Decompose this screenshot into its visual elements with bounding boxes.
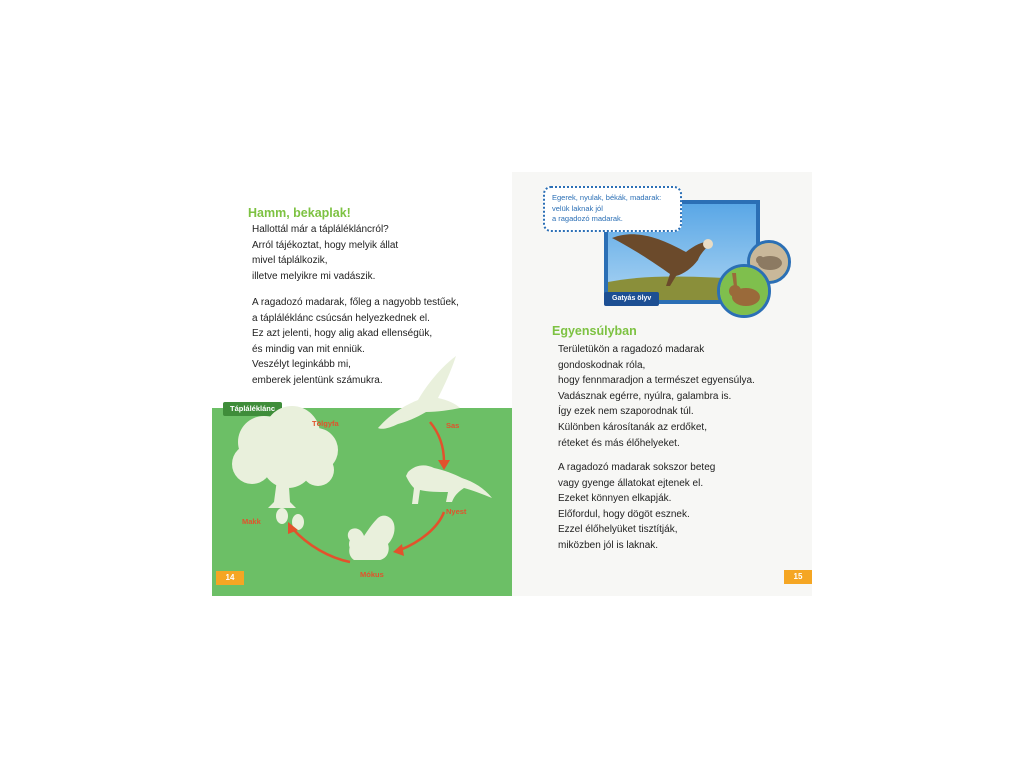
book-spread <box>212 172 812 596</box>
body-line: emberek jelentünk számukra. <box>252 374 383 386</box>
right-heading: Egyensúlyban <box>552 324 637 338</box>
eagle-icon <box>378 356 460 429</box>
oak-label: Tölgyfa <box>312 419 339 428</box>
para1-line: réteket és más élőhelyeket. <box>558 437 680 449</box>
body-line: Veszélyt leginkább mi, <box>252 359 351 371</box>
body-line: Ez azt jelenti, hogy alig akad ellenségük, <box>252 328 433 340</box>
page-number-left: 14 <box>216 571 244 585</box>
marten-label: Nyest <box>446 507 467 516</box>
para1-line: gondoskodnak róla, <box>558 359 646 371</box>
para2-line: Előfordul, hogy dögöt esznek. <box>558 508 690 520</box>
balance-paragraph-1 <box>558 342 755 451</box>
squirrel-icon <box>348 516 395 560</box>
left-heading: Hamm, bekaplak! <box>248 206 351 220</box>
para1-line: hogy fennmaradjon a természet egyensúlya. <box>558 375 755 387</box>
body-line: a tápláléklánc csúcsán helyezkednek el. <box>252 312 430 324</box>
balance-paragraph-2 <box>558 460 715 554</box>
bubble-line: Egerek, nyulak, békák, madarak: <box>552 193 662 202</box>
acorn-label: Makk <box>242 517 261 526</box>
body-line: A ragadozó madarak, főleg a nagyobb testűek, <box>252 297 459 308</box>
para2-line: miközben jól is laknak. <box>558 539 659 551</box>
para2-line: Ezzel élőhelyüket tisztítják, <box>558 524 678 536</box>
hare-illustration <box>720 267 768 315</box>
para1-line: Így ezek nem szaporodnak túl. <box>558 406 694 418</box>
page-number-right: 15 <box>784 570 812 584</box>
hare-photo <box>717 264 771 318</box>
intro-line: illetve melyikre mi vadászik. <box>252 270 376 282</box>
food-chain-diagram <box>212 172 512 596</box>
intro-line: mivel táplálkozik, <box>252 255 328 267</box>
para2-line: vagy gyenge állatokat ejtenek el. <box>558 477 704 489</box>
para2-line: Ezeket könnyen elkapják. <box>558 493 672 505</box>
eagle-label: Sas <box>446 421 460 430</box>
para1-line: Különben károsítanák az erdőket, <box>558 421 707 433</box>
para1-line: Vadásznak egérre, nyúlra, galambra is. <box>558 390 732 402</box>
intro-line: Hallottál már a táplálékláncról? <box>252 224 389 235</box>
food-chain-tag: Tápláléklánc <box>223 402 282 416</box>
bubble-line: a ragadozó madarak. <box>552 214 623 223</box>
body-line: és mindig van mit enniük. <box>252 343 365 355</box>
photo-caption: Gatyás ölyv <box>604 292 659 306</box>
para2-line: A ragadozó madarak sokszor beteg <box>558 462 716 473</box>
marten-icon <box>406 465 492 504</box>
squirrel-label: Mókus <box>360 570 384 579</box>
intro-line: Arról tájékoztat, hogy melyik állat <box>252 239 399 251</box>
para1-line: Területükön a ragadozó madarak <box>558 344 705 355</box>
left-page <box>212 172 512 596</box>
speech-bubble <box>543 186 682 232</box>
bubble-line: velük laknak jól <box>552 203 603 213</box>
